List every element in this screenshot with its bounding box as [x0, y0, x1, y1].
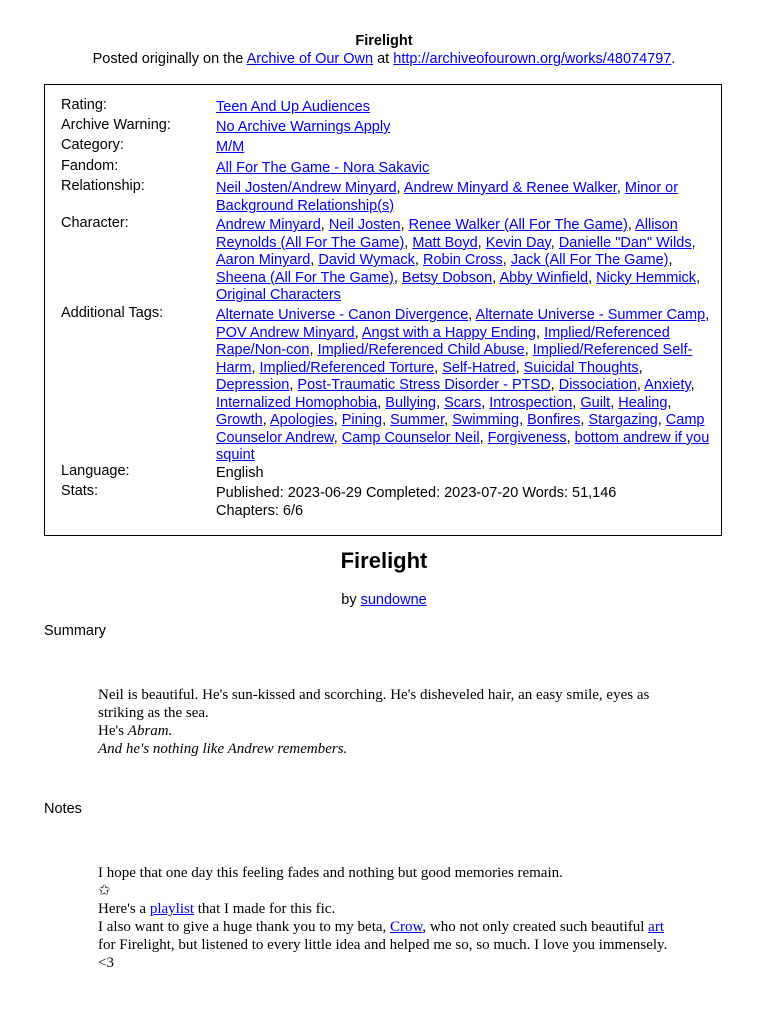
tag-link[interactable]: Sheena (All For The Game): [216, 269, 394, 286]
list-separator: ,: [657, 412, 666, 428]
tag-link[interactable]: No Archive Warnings Apply: [216, 119, 391, 135]
tag-link[interactable]: Kevin Day: [485, 234, 551, 251]
thanks-prefix: I also want to give a huge thank you to my beta,: [98, 919, 391, 935]
tag-link[interactable]: bottom andrew if you squint: [216, 429, 710, 463]
list-separator: ,: [566, 429, 575, 446]
relationship-label: Relationship:: [61, 178, 145, 194]
list-separator: ,: [414, 252, 423, 268]
list-separator: ,: [638, 359, 643, 376]
list-separator: ,: [333, 412, 342, 428]
summary-body: [98, 686, 678, 758]
document-header: [0, 32, 768, 68]
list-separator: ,: [550, 377, 559, 393]
tag-link[interactable]: Anxiety: [644, 377, 691, 393]
list-separator: ,: [400, 217, 409, 233]
list-separator: ,: [354, 324, 362, 341]
tag-link[interactable]: Implied/Referenced Child Abuse: [317, 342, 525, 358]
language-value: English: [216, 465, 264, 481]
fandom-values: [216, 160, 711, 178]
tag-link[interactable]: M/M: [216, 139, 245, 155]
metadata-box: [44, 84, 722, 536]
tag-link[interactable]: Danielle "Dan" Wilds: [558, 234, 692, 251]
summary-line2-prefix: He's: [98, 723, 128, 739]
summary-heading: Summary: [44, 623, 107, 639]
tag-link[interactable]: Original Characters: [216, 287, 341, 303]
tag-link[interactable]: Jack (All For The Game): [510, 252, 669, 268]
tag-link[interactable]: Alternate Universe - Canon Divergence: [216, 307, 469, 323]
list-separator: ,: [289, 377, 298, 393]
list-separator: ,: [396, 180, 404, 196]
archive-link[interactable]: Archive of Our Own: [246, 51, 374, 67]
tag-link[interactable]: Post-Traumatic Stress Disorder - PTSD: [297, 377, 551, 393]
list-separator: ,: [627, 217, 636, 233]
list-separator: ,: [536, 324, 545, 341]
list-separator: ,: [444, 412, 453, 428]
notes-body: [98, 864, 678, 972]
list-separator: ,: [550, 234, 559, 251]
summary-line2-italic: Abram.: [127, 723, 173, 739]
tag-link[interactable]: Alternate Universe - Summer Camp: [475, 307, 706, 323]
list-separator: ,: [572, 394, 581, 411]
warning-values: [216, 119, 711, 137]
tags-values: [216, 307, 711, 465]
thanks-mid: , who not only created such beautiful: [422, 919, 649, 935]
tag-link[interactable]: Bonfires: [527, 412, 581, 428]
list-separator: ,: [377, 394, 386, 411]
list-separator: ,: [251, 359, 260, 376]
tag-link[interactable]: Suicidal Thoughts: [523, 359, 639, 376]
art-link[interactable]: art: [648, 919, 664, 935]
list-separator: ,: [696, 269, 701, 286]
tag-link[interactable]: Introspection: [489, 394, 573, 411]
list-separator: ,: [705, 307, 710, 323]
list-separator: ,: [690, 377, 695, 393]
list-separator: ,: [436, 394, 445, 411]
tag-link[interactable]: Implied/Referenced Self-Harm: [216, 342, 693, 376]
list-separator: ,: [524, 342, 533, 358]
category-label: Category:: [61, 137, 124, 153]
tag-link[interactable]: Summer: [390, 412, 445, 428]
notes-paragraph-1: I hope that one day this feeling fades and nothing but good memories remain.: [98, 865, 563, 881]
language-label: Language:: [61, 463, 130, 479]
tag-link[interactable]: Matt Boyd: [412, 234, 478, 251]
stats-line1: Published: 2023-06-29 Completed: 2023-07-20 Words: 51,146: [216, 485, 617, 501]
tag-link[interactable]: Internalized Homophobia: [216, 394, 378, 411]
list-separator: ,: [668, 252, 673, 268]
tag-link[interactable]: Stargazing: [588, 412, 658, 428]
list-separator: ,: [691, 234, 696, 251]
tag-link[interactable]: Neil Josten/Andrew Minyard: [216, 180, 397, 196]
list-separator: ,: [616, 180, 625, 196]
list-separator: ,: [393, 269, 402, 286]
stats-label: Stats:: [61, 483, 99, 499]
list-separator: ,: [492, 269, 500, 286]
tag-link[interactable]: Renee Walker (All For The Game): [408, 217, 628, 233]
posted-prefix: Posted originally on the: [92, 51, 247, 67]
tag-link[interactable]: Swimming: [452, 412, 520, 428]
category-values: [216, 139, 711, 157]
tag-link[interactable]: Camp Counselor Neil: [341, 429, 480, 446]
byline: [0, 592, 768, 608]
list-separator: ,: [481, 394, 490, 411]
document-title: Firelight: [355, 33, 413, 49]
tag-link[interactable]: Minor or Background Relationship(s): [216, 180, 679, 214]
fandom-label: Fandom:: [61, 158, 119, 174]
tag-link[interactable]: Pining: [341, 412, 383, 428]
character-values: [216, 217, 711, 305]
posted-line: [0, 50, 768, 68]
tag-link[interactable]: Camp Counselor Andrew: [216, 412, 705, 446]
stats-line2: Chapters: 6/6: [216, 502, 304, 519]
list-separator: ,: [320, 217, 329, 233]
tag-link[interactable]: Implied/Referenced Rape/Non-con: [216, 324, 670, 358]
tags-label: Additional Tags:: [61, 305, 164, 321]
list-separator: ,: [468, 307, 476, 323]
work-url-link[interactable]: http://archiveofourown.org/works/48074797: [393, 51, 672, 67]
rating-label: Rating:: [61, 97, 107, 113]
tag-link[interactable]: Bullying: [385, 394, 437, 411]
tag-link[interactable]: Betsy Dobson: [401, 269, 493, 286]
playlist-link[interactable]: playlist: [149, 901, 195, 917]
tag-link[interactable]: Abby Winfield: [499, 269, 589, 286]
list-separator: ,: [502, 252, 511, 268]
tag-link[interactable]: Depression: [216, 377, 290, 393]
list-separator: ,: [434, 359, 443, 376]
tag-link[interactable]: Apologies: [270, 412, 334, 428]
by-text: by: [341, 592, 361, 608]
warning-label: Archive Warning:: [61, 117, 171, 133]
tag-link[interactable]: Allison Reynolds (All For The Game): [216, 217, 678, 251]
playlist-suffix: that I made for this fic.: [194, 901, 336, 917]
summary-paragraph: Neil is beautiful. He's sun-kissed and scorching. He's disheveled hair, an easy smile, eyes as striking as the sea.: [98, 687, 650, 721]
tag-link[interactable]: Healing: [618, 394, 668, 411]
list-separator: ,: [404, 234, 413, 251]
list-separator: ,: [382, 412, 391, 428]
list-separator: ,: [333, 429, 342, 446]
tag-link[interactable]: Teen And Up Audiences: [216, 99, 370, 115]
stats-value: [216, 485, 711, 520]
tag-link[interactable]: Growth: [216, 412, 263, 428]
tag-link[interactable]: Angst with a Happy Ending: [361, 324, 536, 341]
character-label: Character:: [61, 215, 129, 231]
playlist-prefix: Here's a: [98, 901, 150, 917]
list-separator: ,: [479, 429, 488, 446]
tag-link[interactable]: Implied/Referenced Torture: [259, 359, 435, 376]
at-text: at: [373, 51, 394, 67]
rating-values: [216, 99, 711, 117]
list-separator: ,: [580, 412, 589, 428]
notes-paragraph-thanks: [98, 918, 678, 972]
relationship-values: [216, 180, 711, 215]
tag-link[interactable]: Dissociation: [558, 377, 637, 393]
list-separator: ,: [610, 394, 619, 411]
author-link[interactable]: sundowne: [360, 592, 427, 608]
tag-link[interactable]: POV Andrew Minyard: [216, 324, 355, 341]
list-separator: ,: [477, 234, 486, 251]
work-title: Firelight: [340, 548, 428, 573]
notes-heading: Notes: [44, 801, 82, 817]
list-separator: ,: [262, 412, 271, 428]
tag-link[interactable]: David Wymack: [318, 252, 415, 268]
list-separator: ,: [309, 342, 318, 358]
tag-link[interactable]: All For The Game - Nora Sakavic: [216, 160, 430, 176]
summary-line3: [98, 740, 678, 758]
star-icon: ✩: [98, 883, 111, 899]
list-separator: ,: [515, 359, 524, 376]
tag-link[interactable]: Neil Josten: [328, 217, 401, 233]
tag-link[interactable]: Scars: [444, 394, 482, 411]
list-separator: ,: [588, 269, 597, 286]
list-separator: ,: [310, 252, 319, 268]
summary-line2: [98, 722, 678, 740]
tag-link[interactable]: Forgiveness: [487, 429, 567, 446]
summary-line3-italic: And he's nothing like Andrew remembers.: [98, 741, 348, 757]
period: .: [671, 51, 676, 67]
tag-link[interactable]: Aaron Minyard: [216, 252, 311, 268]
tag-link[interactable]: Robin Cross: [422, 252, 503, 268]
tag-link[interactable]: Andrew Minyard & Renee Walker: [403, 180, 617, 196]
tag-link[interactable]: Nicky Hemmick: [596, 269, 697, 286]
tag-link[interactable]: Self-Hatred: [442, 359, 516, 376]
list-separator: ,: [667, 394, 672, 411]
tag-link[interactable]: Guilt: [580, 394, 611, 411]
list-separator: ,: [519, 412, 528, 428]
beta-link[interactable]: Crow: [390, 919, 423, 935]
list-separator: ,: [636, 377, 645, 393]
thanks-suffix: for Firelight, but listened to every little idea and helped me so, so much. I love you immensely. <3: [98, 937, 668, 971]
notes-paragraph-playlist: [98, 900, 678, 918]
tag-link[interactable]: Andrew Minyard: [216, 217, 321, 233]
